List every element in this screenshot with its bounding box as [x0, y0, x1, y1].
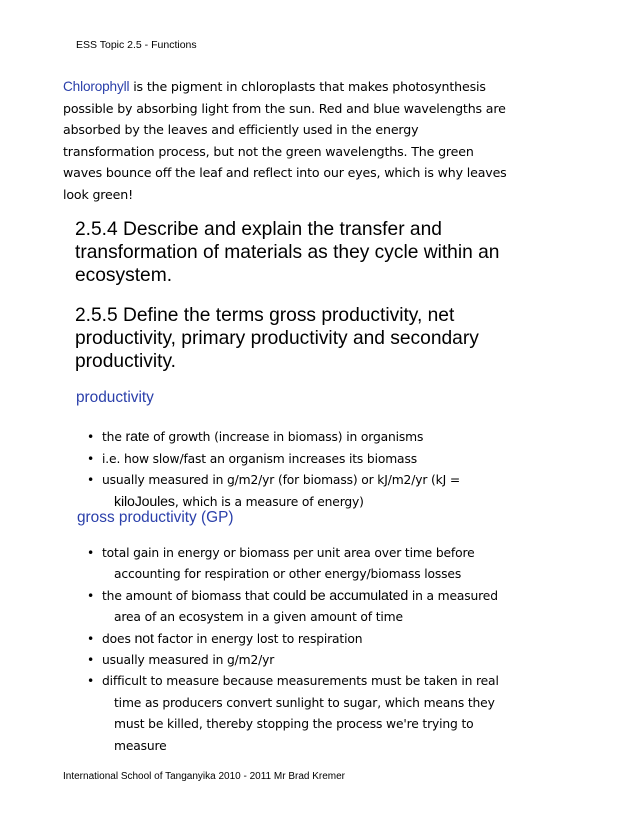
intro-line-4: transformation process, but not the green wavelengths. The green: [63, 143, 474, 159]
heading-2-5-4: 2.5.4 Describe and explain the transfer and transformation of materials as they cycle within an ecosystem.: [75, 219, 500, 286]
heading-2-5-5: 2.5.5 Define the terms gross productivity, net productivity, primary productivity and secondary productivity.: [75, 305, 479, 372]
gross-productivity-list: [87, 543, 567, 757]
intro-line-6: look green!: [63, 186, 133, 202]
chlorophyll-term: Chlorophyll: [63, 79, 130, 94]
intro-line-2: possible by absorbing light from the sun. Red and blue wavelengths are: [63, 100, 506, 116]
list-item: • usually measured in g/m2/yr (for biomass) or kJ/m2/yr (kJ = kiloJoules, which is a measure of energy): [87, 470, 567, 513]
list-item: • usually measured in g/m2/yr: [87, 650, 567, 671]
intro-line-3: absorbed by the leaves and efficiently used in the energy: [63, 122, 419, 138]
list-item: • the amount of biomass that could be accumulated in a measured area of an ecosystem in a given amount of time: [87, 586, 567, 629]
productivity-title: productivity: [76, 389, 154, 406]
chlorophyll-paragraph: [63, 76, 573, 206]
list-item: • total gain in energy or biomass per unit area over time before accounting for respiration or other energy/biomass losses: [87, 543, 567, 586]
page-footer: International School of Tanganyika 2010 - 2011 Mr Brad Kremer: [63, 771, 346, 782]
list-item: • the rate of growth (increase in biomass) in organisms: [87, 427, 567, 449]
list-item: • does not factor in energy lost to respiration: [87, 629, 567, 650]
page-header: ESS Topic 2.5 - Functions: [76, 39, 197, 51]
intro-line-1: Chlorophyll is the pigment in chloroplasts that makes photosynthesis: [63, 79, 486, 94]
productivity-list: [87, 427, 567, 513]
list-item: • i.e. how slow/fast an organism increases its biomass: [87, 449, 567, 471]
gross-productivity-title: gross productivity (GP): [77, 509, 234, 526]
list-item: • difficult to measure because measurements must be taken in real time as producers convert sunlight to sugar, which means they must be killed, thereby stopping the process we're trying to measure: [87, 671, 567, 757]
intro-line-5: waves bounce off the leaf and reflect into our eyes, which is why leaves: [63, 165, 507, 181]
